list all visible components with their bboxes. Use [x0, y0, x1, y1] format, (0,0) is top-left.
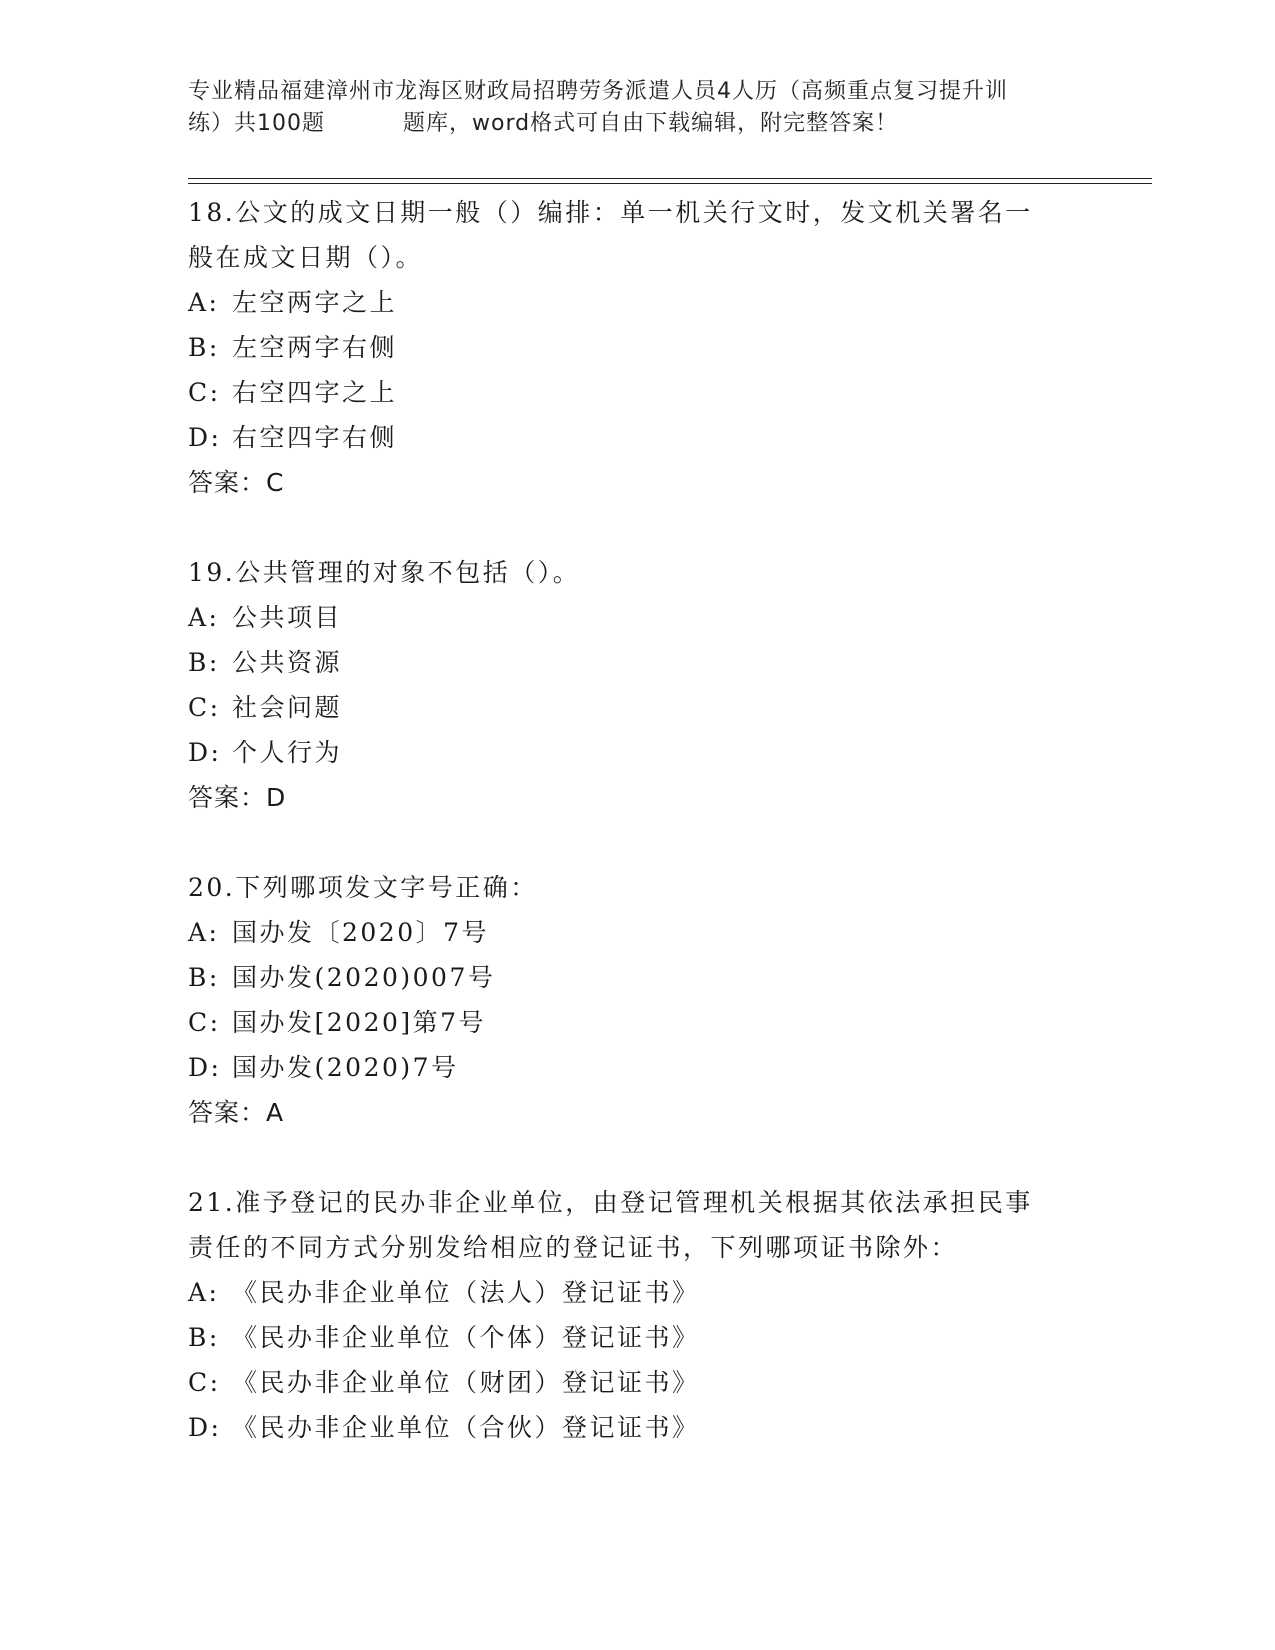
option-d — [188, 1405, 1088, 1450]
option-text: 《民办非企业单位（财团）登记证书》 — [232, 1368, 700, 1397]
question-gap — [188, 1135, 1088, 1180]
header-divider-top — [188, 178, 1152, 179]
option-a — [188, 1270, 1088, 1315]
option-text: 社会问题 — [232, 693, 343, 722]
option-d — [188, 415, 1088, 460]
option-letter: B: — [188, 648, 220, 677]
option-a — [188, 595, 1088, 640]
option-d — [188, 1045, 1088, 1090]
question-20 — [188, 865, 1088, 1135]
option-letter: A: — [188, 1278, 220, 1307]
option-c — [188, 685, 1088, 730]
option-text: 左空两字右侧 — [232, 333, 398, 362]
option-text: 公共资源 — [232, 648, 343, 677]
option-b — [188, 1315, 1088, 1360]
header-divider-bottom — [188, 183, 1152, 184]
question-19 — [188, 550, 1088, 820]
option-c — [188, 370, 1088, 415]
option-text: 国办发[2020]第7号 — [232, 1008, 487, 1037]
question-stem-continued: 般在成文日期（）。 — [188, 243, 424, 272]
option-text: 国办发(2020)007号 — [232, 963, 496, 992]
option-letter: C: — [188, 378, 221, 407]
option-letter: B: — [188, 1323, 220, 1352]
option-b — [188, 955, 1088, 1000]
answer-text: 答案：A — [188, 1098, 285, 1127]
option-c — [188, 1360, 1088, 1405]
option-text: 公共项目 — [232, 603, 343, 632]
option-letter: A: — [188, 918, 220, 947]
question-list — [188, 190, 1088, 1450]
option-text: 国办发(2020)7号 — [232, 1053, 459, 1082]
header-question-count: 练）共100题 — [188, 111, 325, 136]
option-letter: C: — [188, 1008, 221, 1037]
option-text: 右空四字之上 — [232, 378, 398, 407]
question-gap — [188, 820, 1088, 865]
option-b — [188, 325, 1088, 370]
option-text: 《民办非企业单位（合伙）登记证书》 — [232, 1413, 700, 1442]
option-letter: B: — [188, 333, 220, 362]
option-a — [188, 280, 1088, 325]
option-a — [188, 910, 1088, 955]
question-stem: 19.公共管理的对象不包括（）。 — [188, 558, 581, 587]
question-stem: 18.公文的成文日期一般（）编排：单一机关行文时，发文机关署名一 — [188, 198, 1033, 227]
header-title-line2 — [188, 108, 1088, 140]
header-title-line1: 专业精品福建漳州市龙海区财政局招聘劳务派遣人员4人历（高频重点复习提升训 — [188, 79, 1008, 104]
page-header — [188, 76, 1088, 140]
option-text: 左空两字之上 — [232, 288, 398, 317]
header-download-note: 题库，word格式可自由下载编辑，附完整答案！ — [403, 111, 899, 136]
question-gap — [188, 505, 1088, 550]
option-d — [188, 730, 1088, 775]
option-text: 国办发〔2020〕7号 — [232, 918, 490, 947]
option-letter: D: — [188, 1413, 222, 1442]
question-stem: 20.下列哪项发文字号正确： — [188, 873, 538, 902]
option-b — [188, 640, 1088, 685]
option-text: 《民办非企业单位（法人）登记证书》 — [232, 1278, 700, 1307]
answer-text: 答案：C — [188, 468, 285, 497]
question-stem-continued: 责任的不同方式分别发给相应的登记证书，下列哪项证书除外： — [188, 1233, 959, 1262]
option-letter: A: — [188, 288, 220, 317]
question-stem: 21.准予登记的民办非企业单位，由登记管理机关根据其依法承担民事 — [188, 1188, 1033, 1217]
option-c — [188, 1000, 1088, 1045]
question-21 — [188, 1180, 1088, 1450]
option-letter: D: — [188, 738, 222, 767]
option-letter: D: — [188, 423, 222, 452]
option-text: 《民办非企业单位（个体）登记证书》 — [232, 1323, 700, 1352]
question-18 — [188, 190, 1088, 505]
option-letter: D: — [188, 1053, 222, 1082]
answer-text: 答案：D — [188, 783, 287, 812]
option-text: 右空四字右侧 — [232, 423, 398, 452]
option-letter: A: — [188, 603, 220, 632]
option-letter: C: — [188, 693, 221, 722]
option-text: 个人行为 — [232, 738, 343, 767]
option-letter: C: — [188, 1368, 221, 1397]
option-letter: B: — [188, 963, 220, 992]
